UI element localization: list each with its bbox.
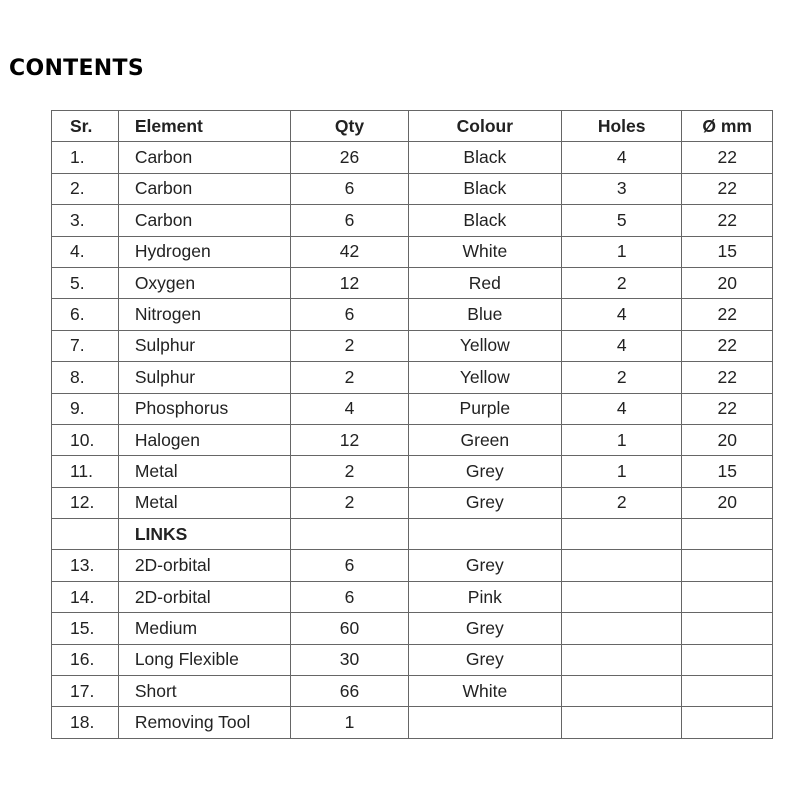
cell-qty: 66: [291, 676, 408, 707]
cell-holes: 4: [561, 142, 681, 173]
cell-diameter: 20: [682, 267, 773, 298]
cell-qty: 6: [291, 581, 408, 612]
cell-diameter: 22: [682, 299, 773, 330]
cell-colour: White: [408, 236, 561, 267]
cell-holes: 4: [561, 330, 681, 361]
table-row: [52, 707, 773, 738]
cell-qty: 6: [291, 299, 408, 330]
table-row: [52, 487, 773, 518]
table-row: [52, 456, 773, 487]
cell-sr: 12.: [52, 487, 119, 518]
cell-diameter: [682, 707, 773, 738]
cell-sr: 4.: [52, 236, 119, 267]
cell-holes: [561, 581, 681, 612]
cell-element: Carbon: [118, 173, 291, 204]
table-row: [52, 362, 773, 393]
cell-qty: 6: [291, 173, 408, 204]
cell-holes: 4: [561, 393, 681, 424]
cell-sr: 8.: [52, 362, 119, 393]
header-row: [52, 111, 773, 142]
cell-diameter: [682, 644, 773, 675]
cell-colour: Grey: [408, 487, 561, 518]
cell-colour: Grey: [408, 613, 561, 644]
cell-element: Phosphorus: [118, 393, 291, 424]
cell-element: Sulphur: [118, 330, 291, 361]
cell-colour: Grey: [408, 456, 561, 487]
cell-element: Nitrogen: [118, 299, 291, 330]
cell-colour: Grey: [408, 550, 561, 581]
cell-diameter: 22: [682, 393, 773, 424]
cell-diameter: [682, 519, 773, 550]
cell-colour: White: [408, 676, 561, 707]
cell-element: Metal: [118, 456, 291, 487]
cell-sr: 15.: [52, 613, 119, 644]
cell-holes: [561, 519, 681, 550]
cell-element: Metal: [118, 487, 291, 518]
cell-colour: Green: [408, 424, 561, 455]
cell-sr: 9.: [52, 393, 119, 424]
cell-diameter: 22: [682, 142, 773, 173]
cell-holes: 1: [561, 456, 681, 487]
cell-colour: [408, 519, 561, 550]
table-row: [52, 142, 773, 173]
cell-sr: 16.: [52, 644, 119, 675]
cell-holes: 2: [561, 267, 681, 298]
table-row: [52, 581, 773, 612]
cell-qty: 2: [291, 456, 408, 487]
cell-sr: [52, 519, 119, 550]
table-row: [52, 550, 773, 581]
cell-qty: 30: [291, 644, 408, 675]
cell-sr: 1.: [52, 142, 119, 173]
table-row: [52, 613, 773, 644]
cell-element: Hydrogen: [118, 236, 291, 267]
cell-qty: 4: [291, 393, 408, 424]
cell-sr: 3.: [52, 205, 119, 236]
table-row: [52, 236, 773, 267]
cell-sr: 18.: [52, 707, 119, 738]
cell-holes: [561, 644, 681, 675]
cell-diameter: [682, 550, 773, 581]
cell-qty: 2: [291, 362, 408, 393]
cell-sr: 14.: [52, 581, 119, 612]
cell-element: Long Flexible: [118, 644, 291, 675]
cell-qty: 26: [291, 142, 408, 173]
cell-qty: 12: [291, 267, 408, 298]
cell-diameter: 22: [682, 362, 773, 393]
cell-colour: Pink: [408, 581, 561, 612]
cell-element: 2D-orbital: [118, 550, 291, 581]
cell-holes: 5: [561, 205, 681, 236]
cell-colour: Black: [408, 142, 561, 173]
table-row: [52, 205, 773, 236]
cell-qty: 2: [291, 487, 408, 518]
cell-diameter: 15: [682, 236, 773, 267]
table-row: [52, 330, 773, 361]
cell-colour: Blue: [408, 299, 561, 330]
cell-holes: 1: [561, 236, 681, 267]
cell-element: LINKS: [118, 519, 291, 550]
cell-qty: 6: [291, 550, 408, 581]
cell-holes: 3: [561, 173, 681, 204]
cell-colour: Black: [408, 205, 561, 236]
table-row: [52, 299, 773, 330]
cell-sr: 2.: [52, 173, 119, 204]
header-diameter: Ø mm: [682, 111, 773, 142]
table-row: [52, 393, 773, 424]
cell-element: Removing Tool: [118, 707, 291, 738]
cell-sr: 7.: [52, 330, 119, 361]
cell-holes: [561, 707, 681, 738]
cell-qty: 1: [291, 707, 408, 738]
cell-colour: Yellow: [408, 362, 561, 393]
table-row: [52, 173, 773, 204]
contents-table: [51, 110, 773, 739]
cell-colour: Purple: [408, 393, 561, 424]
cell-sr: 13.: [52, 550, 119, 581]
header-holes: Holes: [561, 111, 681, 142]
cell-qty: 42: [291, 236, 408, 267]
cell-diameter: 22: [682, 173, 773, 204]
cell-diameter: [682, 676, 773, 707]
cell-element: Carbon: [118, 142, 291, 173]
cell-diameter: 20: [682, 424, 773, 455]
cell-diameter: [682, 613, 773, 644]
cell-colour: Grey: [408, 644, 561, 675]
cell-qty: 12: [291, 424, 408, 455]
cell-sr: 10.: [52, 424, 119, 455]
cell-colour: Yellow: [408, 330, 561, 361]
cell-sr: 6.: [52, 299, 119, 330]
cell-element: Oxygen: [118, 267, 291, 298]
cell-element: Medium: [118, 613, 291, 644]
cell-diameter: 22: [682, 205, 773, 236]
table-row: [52, 424, 773, 455]
cell-qty: 2: [291, 330, 408, 361]
cell-holes: [561, 613, 681, 644]
cell-sr: 17.: [52, 676, 119, 707]
cell-holes: [561, 550, 681, 581]
header-sr: Sr.: [52, 111, 119, 142]
cell-holes: [561, 676, 681, 707]
cell-colour: [408, 707, 561, 738]
header-element: Element: [118, 111, 291, 142]
cell-element: Short: [118, 676, 291, 707]
cell-element: Carbon: [118, 205, 291, 236]
cell-qty: 60: [291, 613, 408, 644]
table-row: [52, 676, 773, 707]
header-qty: Qty: [291, 111, 408, 142]
cell-sr: 11.: [52, 456, 119, 487]
cell-qty: 6: [291, 205, 408, 236]
cell-diameter: 20: [682, 487, 773, 518]
cell-diameter: 22: [682, 330, 773, 361]
cell-diameter: 15: [682, 456, 773, 487]
cell-element: 2D-orbital: [118, 581, 291, 612]
section-row-links: [52, 519, 773, 550]
cell-colour: Black: [408, 173, 561, 204]
cell-element: Sulphur: [118, 362, 291, 393]
table-row: [52, 644, 773, 675]
cell-holes: 2: [561, 487, 681, 518]
cell-sr: 5.: [52, 267, 119, 298]
cell-holes: 1: [561, 424, 681, 455]
cell-qty: [291, 519, 408, 550]
cell-holes: 4: [561, 299, 681, 330]
header-colour: Colour: [408, 111, 561, 142]
cell-diameter: [682, 581, 773, 612]
cell-holes: 2: [561, 362, 681, 393]
cell-colour: Red: [408, 267, 561, 298]
page-title: CONTENTS: [9, 56, 144, 81]
cell-element: Halogen: [118, 424, 291, 455]
table-row: [52, 267, 773, 298]
